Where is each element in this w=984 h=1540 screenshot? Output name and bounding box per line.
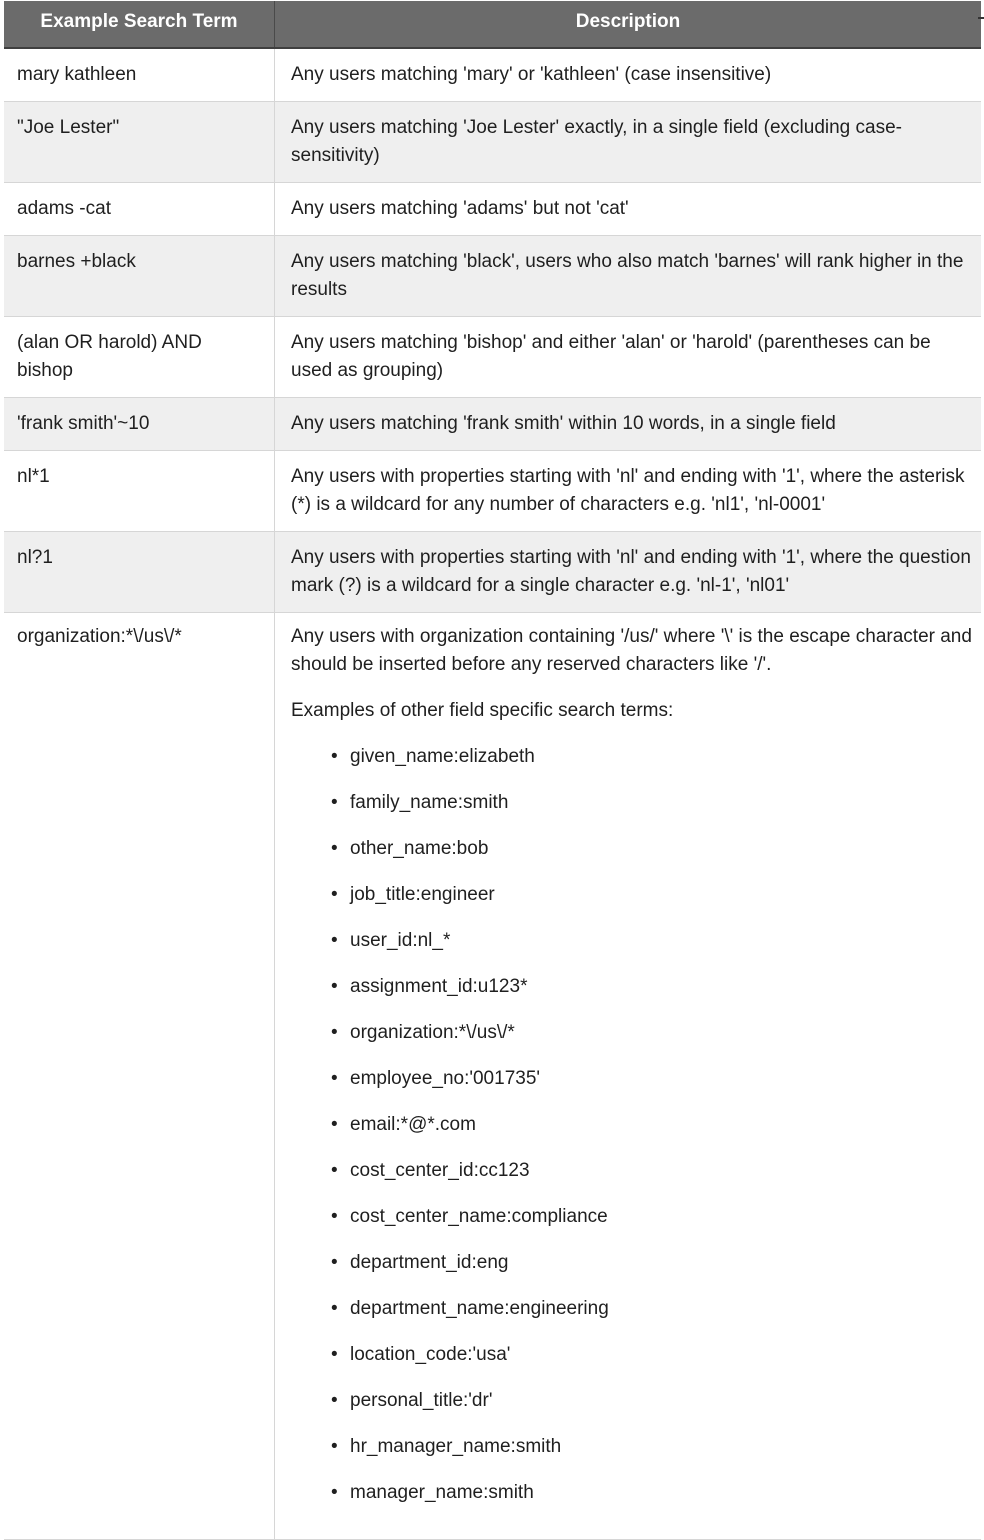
example-term: assignment_id:u123* <box>350 976 528 997</box>
example-term: given_name:elizabeth <box>350 746 535 767</box>
list-item <box>331 1341 973 1387</box>
example-term: organization:*\/us\/* <box>350 1022 515 1043</box>
table-row <box>4 183 981 236</box>
header-example-search-term: Example Search Term <box>4 1 275 47</box>
bullet-icon: • <box>331 1206 338 1227</box>
description-cell: Any users matching 'bishop' and either 'alan' or 'harold' (parentheses can be used as grouping) <box>291 332 931 381</box>
table-row <box>4 451 981 532</box>
search-term-cell: "Joe Lester" <box>4 102 275 182</box>
bullet-icon: • <box>331 1068 338 1089</box>
example-term: department_name:engineering <box>350 1298 609 1319</box>
example-term: manager_name:smith <box>350 1482 534 1503</box>
bullet-icon: • <box>331 1160 338 1181</box>
list-item <box>331 1433 973 1479</box>
list-item <box>331 1157 973 1203</box>
list-item <box>331 1111 973 1157</box>
example-term: cost_center_name:compliance <box>350 1206 608 1227</box>
example-term: user_id:nl_* <box>350 930 451 951</box>
examples-list <box>291 743 973 1525</box>
bullet-icon: • <box>331 1114 338 1135</box>
example-term: department_id:eng <box>350 1252 509 1273</box>
list-item <box>331 1203 973 1249</box>
search-term-cell: mary kathleen <box>4 49 275 101</box>
bullet-icon: • <box>331 1252 338 1273</box>
search-terms-table <box>4 1 981 1540</box>
bullet-icon: • <box>331 1436 338 1457</box>
list-item <box>331 1295 973 1341</box>
search-term-cell: (alan OR harold) AND bishop <box>4 317 275 397</box>
description-cell: Any users matching 'frank smith' within 10 words, in a single field <box>291 413 836 434</box>
bullet-icon: • <box>331 792 338 813</box>
search-term-cell: organization:*\/us\/* <box>4 613 275 1539</box>
bullet-icon: • <box>331 1298 338 1319</box>
list-item <box>331 1019 973 1065</box>
bullet-icon: • <box>331 1482 338 1503</box>
list-item <box>331 927 973 973</box>
search-term-cell: barnes +black <box>4 236 275 316</box>
table-header <box>4 1 981 49</box>
table-row <box>4 102 981 183</box>
search-term-cell: adams -cat <box>4 183 275 235</box>
search-term-cell: 'frank smith'~10 <box>4 398 275 450</box>
list-item <box>331 835 973 881</box>
list-item <box>331 1479 973 1525</box>
bullet-icon: • <box>331 838 338 859</box>
example-term: cost_center_id:cc123 <box>350 1160 530 1181</box>
list-item <box>331 743 973 789</box>
description-text: Any users with organization containing '/us/' where '\' is the escape character and should be inserted before any reserved characters like '/'. <box>291 626 972 675</box>
bullet-icon: • <box>331 1344 338 1365</box>
example-term: personal_title:'dr' <box>350 1390 493 1411</box>
bullet-icon: • <box>331 930 338 951</box>
list-item <box>331 1387 973 1433</box>
search-term-cell: nl*1 <box>4 451 275 531</box>
search-term-cell: nl?1 <box>4 532 275 612</box>
edge-divider <box>978 17 984 19</box>
description-cell: Any users matching 'Joe Lester' exactly, in a single field (excluding case-sensitivity) <box>291 117 902 166</box>
list-item <box>331 881 973 927</box>
list-item <box>331 973 973 1019</box>
example-term: other_name:bob <box>350 838 489 859</box>
example-term: hr_manager_name:smith <box>350 1436 562 1457</box>
list-item <box>331 1249 973 1295</box>
table-row <box>4 532 981 613</box>
table-row <box>4 398 981 451</box>
examples-intro: Examples of other field specific search terms: <box>291 700 674 721</box>
description-cell: Any users matching 'black', users who also match 'barnes' will rank higher in the results <box>291 251 964 300</box>
list-item <box>331 1065 973 1111</box>
table-row <box>4 236 981 317</box>
bullet-icon: • <box>331 884 338 905</box>
example-term: email:*@*.com <box>350 1114 476 1135</box>
description-cell: Any users with properties starting with 'nl' and ending with '1', where the question mark (?) is a wildcard for a single character e.g. 'nl-1', 'nl01' <box>291 547 971 596</box>
table-row <box>4 317 981 398</box>
description-cell: Any users matching 'mary' or 'kathleen' (case insensitive) <box>291 64 772 85</box>
bullet-icon: • <box>331 1022 338 1043</box>
bullet-icon: • <box>331 1390 338 1411</box>
example-term: family_name:smith <box>350 792 509 813</box>
table-row <box>4 613 981 1540</box>
bullet-icon: • <box>331 976 338 997</box>
header-description: Description <box>575 11 681 32</box>
example-term: job_title:engineer <box>350 884 495 905</box>
bullet-icon: • <box>331 746 338 767</box>
table-row <box>4 49 981 102</box>
description-cell <box>275 613 981 1539</box>
description-cell: Any users with properties starting with 'nl' and ending with '1', where the asterisk (*) is a wildcard for any number of characters e.g. 'nl1', 'nl-0001' <box>291 466 965 515</box>
list-item <box>331 789 973 835</box>
description-cell: Any users matching 'adams' but not 'cat' <box>291 198 629 219</box>
example-term: location_code:'usa' <box>350 1344 511 1365</box>
example-term: employee_no:'001735' <box>350 1068 541 1089</box>
